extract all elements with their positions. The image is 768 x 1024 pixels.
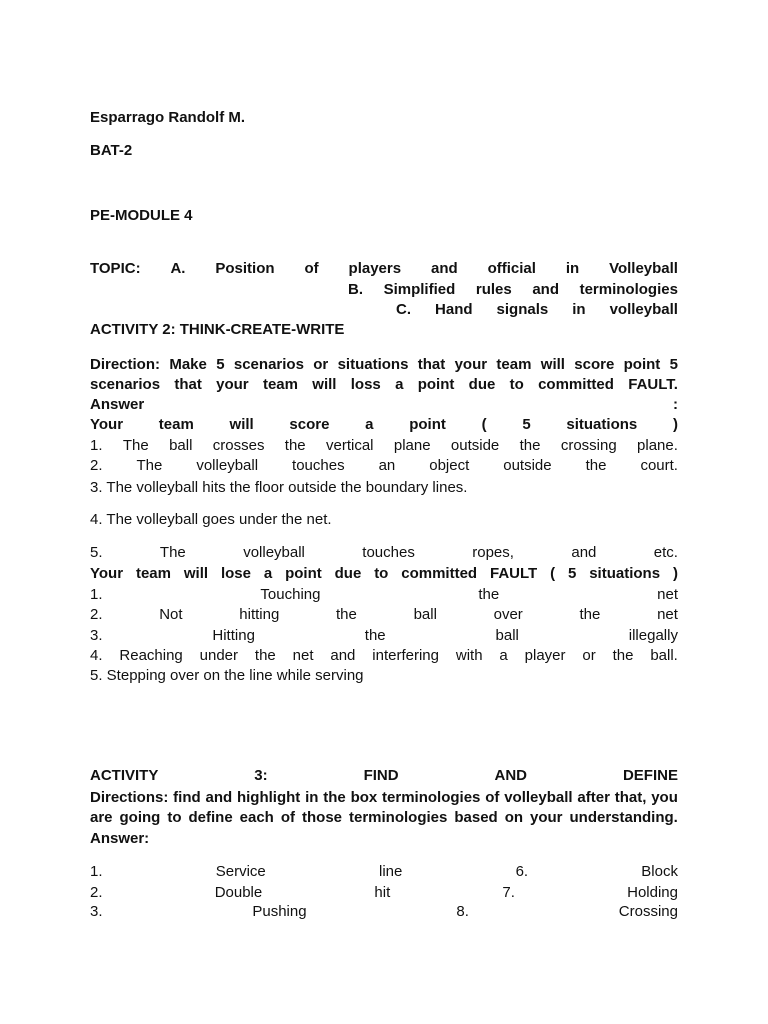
word: touches xyxy=(292,457,345,474)
word: of xyxy=(304,260,319,277)
lose-item-5: 5. Stepping over on the line while serving xyxy=(90,667,364,684)
word: TOPIC: xyxy=(90,260,141,277)
word: due xyxy=(334,565,362,582)
word: to xyxy=(374,565,389,582)
word: on xyxy=(504,809,524,826)
word: The xyxy=(136,457,163,474)
word: ball xyxy=(169,437,193,454)
word: 3. xyxy=(90,627,103,644)
word: find xyxy=(173,789,201,806)
word: Your xyxy=(90,416,124,433)
activity2-answer-label xyxy=(90,395,678,415)
word: those xyxy=(302,809,343,826)
word: volleyball xyxy=(609,301,678,318)
word: will xyxy=(183,565,209,582)
word: 2. xyxy=(90,457,103,474)
word: the xyxy=(364,627,386,644)
word: ) xyxy=(672,416,678,433)
term-row-1 xyxy=(90,862,678,882)
word: 4. xyxy=(90,647,103,664)
word: and xyxy=(330,647,356,664)
word: a xyxy=(365,416,374,433)
word: with xyxy=(455,647,483,664)
lose-item-4 xyxy=(90,646,678,666)
word: Block xyxy=(641,863,678,880)
activity3-answer-label: Answer: xyxy=(90,830,150,847)
word: Directions: xyxy=(90,789,169,806)
word: or xyxy=(582,647,596,664)
word: vertical xyxy=(326,437,374,454)
word: ACTIVITY xyxy=(90,767,159,784)
word: score xyxy=(289,416,330,433)
word: 6. xyxy=(515,863,529,880)
module-title: PE-MODULE 4 xyxy=(90,207,193,224)
word: team xyxy=(262,376,298,393)
word: Simplified xyxy=(383,281,456,298)
word: under xyxy=(199,647,239,664)
word: point xyxy=(285,565,322,582)
word: the xyxy=(478,586,500,603)
word: the xyxy=(585,457,607,474)
word: loss xyxy=(350,376,381,393)
score-item-3: 3. The volleyball hits the floor outside the boundary lines. xyxy=(90,479,468,496)
word: Hand xyxy=(435,301,473,318)
word: Hitting xyxy=(212,627,255,644)
word: 5 xyxy=(216,356,225,373)
word: Make xyxy=(169,356,207,373)
word: lose xyxy=(220,565,251,582)
word: ball xyxy=(413,606,437,623)
word: scenarios xyxy=(90,376,161,393)
word: ( xyxy=(481,416,487,433)
word: that xyxy=(417,356,446,373)
word: 2. xyxy=(90,884,103,901)
word: net xyxy=(657,606,678,623)
word: a xyxy=(499,647,508,664)
word: hit xyxy=(374,884,391,901)
topic-line-2 xyxy=(348,280,678,300)
word: terminologies xyxy=(349,809,448,826)
word: line xyxy=(378,863,403,880)
word: your xyxy=(454,356,488,373)
word: touches xyxy=(362,544,415,561)
student-section: BAT-2 xyxy=(90,142,133,159)
lose-item-1 xyxy=(90,585,678,605)
word: scenarios xyxy=(233,356,304,373)
word: that xyxy=(174,376,202,393)
word: box xyxy=(350,789,378,806)
word: and xyxy=(532,281,559,298)
word: rules xyxy=(475,281,512,298)
word: volleyball xyxy=(196,457,259,474)
word: your xyxy=(216,376,249,393)
word: Volleyball xyxy=(609,260,678,277)
word: object xyxy=(429,457,470,474)
topic-line-3 xyxy=(396,300,678,320)
word: 5. xyxy=(90,544,103,561)
word: a xyxy=(395,376,404,393)
word: situations xyxy=(337,356,409,373)
word: committed xyxy=(401,565,478,582)
word: 2. xyxy=(90,606,103,623)
word: Reaching xyxy=(119,647,183,664)
word: B. xyxy=(348,281,363,298)
word: plane. xyxy=(637,437,678,454)
word: A. xyxy=(170,260,186,277)
word: Touching xyxy=(260,586,321,603)
word: players xyxy=(348,260,402,277)
score-item-1 xyxy=(90,436,678,456)
word: net xyxy=(657,586,678,603)
word: will xyxy=(312,376,337,393)
word: team xyxy=(135,565,171,582)
word: situations xyxy=(566,416,638,433)
word: will xyxy=(229,416,254,433)
word: point xyxy=(623,356,661,373)
word: that, xyxy=(614,789,647,806)
word: in xyxy=(305,789,319,806)
word: 1. xyxy=(90,863,103,880)
activity3-title xyxy=(90,766,678,786)
word: ropes, xyxy=(472,544,514,561)
word: 8. xyxy=(456,903,469,920)
word: a xyxy=(263,565,273,582)
word: FIND xyxy=(363,767,399,784)
word: ( xyxy=(550,565,556,582)
word: FAULT. xyxy=(628,376,678,393)
word: committed xyxy=(538,376,614,393)
score-heading xyxy=(90,415,678,435)
lose-item-3 xyxy=(90,626,678,646)
word: outside xyxy=(503,457,552,474)
word: ball xyxy=(495,627,519,644)
word: volleyball xyxy=(504,789,573,806)
word: terminologies xyxy=(382,789,481,806)
word: Direction: xyxy=(90,356,161,373)
word: team xyxy=(158,416,194,433)
word: plane xyxy=(393,437,431,454)
word: point xyxy=(417,376,455,393)
word: the xyxy=(519,437,541,454)
word: Service xyxy=(215,863,266,880)
word: of xyxy=(485,789,500,806)
word: the xyxy=(612,647,634,664)
word: you xyxy=(651,789,678,806)
word: The xyxy=(159,544,186,561)
word: point xyxy=(409,416,446,433)
word: define xyxy=(188,809,233,826)
word: court. xyxy=(640,457,678,474)
word: 1. xyxy=(90,586,103,603)
word: net xyxy=(292,647,314,664)
word: DEFINE xyxy=(622,767,678,784)
word: Double xyxy=(214,884,263,901)
word: 5 xyxy=(567,565,577,582)
word: situations xyxy=(589,565,661,582)
word: each xyxy=(239,809,274,826)
word: C. xyxy=(396,301,411,318)
word: or xyxy=(313,356,329,373)
word: over xyxy=(493,606,523,623)
word: Your xyxy=(90,565,124,582)
word: and xyxy=(430,260,458,277)
word: understanding. xyxy=(569,809,678,826)
word: 3. xyxy=(90,903,103,920)
word: the xyxy=(323,789,346,806)
word: crossing xyxy=(560,437,617,454)
word: after xyxy=(577,789,610,806)
word: FAULT xyxy=(489,565,538,582)
topic-line-1 xyxy=(90,259,678,279)
word: based xyxy=(454,809,498,826)
activity2-direction-line-1 xyxy=(90,355,678,375)
word: Not xyxy=(159,606,183,623)
word: signals xyxy=(496,301,549,318)
word: highlight xyxy=(236,789,301,806)
activity3-directions-line-1 xyxy=(90,788,678,808)
word: The xyxy=(122,437,149,454)
word: due xyxy=(468,376,496,393)
student-name: Esparrago Randolf M. xyxy=(90,109,246,126)
word: : xyxy=(673,396,678,413)
word: outside xyxy=(450,437,500,454)
word: 5 xyxy=(522,416,531,433)
word: etc. xyxy=(653,544,678,561)
term-row-2 xyxy=(90,883,678,903)
lose-heading xyxy=(90,564,678,584)
word: ) xyxy=(672,565,678,582)
lose-item-2 xyxy=(90,605,678,625)
word: ball. xyxy=(650,647,678,664)
word: the xyxy=(284,437,306,454)
word: and xyxy=(205,789,233,806)
word: the xyxy=(579,606,601,623)
word: in xyxy=(565,260,580,277)
word: are xyxy=(90,809,113,826)
word: team xyxy=(496,356,532,373)
word: to xyxy=(167,809,182,826)
word: of xyxy=(280,809,296,826)
word: Answer xyxy=(90,396,145,413)
word: official xyxy=(487,260,536,277)
word: crosses xyxy=(212,437,265,454)
word: 7. xyxy=(502,884,515,901)
word: hitting xyxy=(239,606,280,623)
activity2-title: ACTIVITY 2: THINK-CREATE-WRITE xyxy=(90,321,345,338)
word: 1. xyxy=(90,437,103,454)
word: illegally xyxy=(628,627,678,644)
word: the xyxy=(254,647,276,664)
term-row-3 xyxy=(90,902,678,922)
word: will xyxy=(540,356,565,373)
word: your xyxy=(530,809,563,826)
word: to xyxy=(509,376,524,393)
activity3-directions-line-2 xyxy=(90,808,678,828)
word: Pushing xyxy=(252,903,307,920)
word: Crossing xyxy=(618,903,678,920)
score-item-2 xyxy=(90,456,678,476)
word: in xyxy=(572,301,586,318)
word: the xyxy=(336,606,357,623)
word: 3: xyxy=(254,767,268,784)
word: AND xyxy=(494,767,527,784)
word: volleyball xyxy=(243,544,305,561)
word: Position xyxy=(215,260,275,277)
word: terminologies xyxy=(579,281,678,298)
word: interfering xyxy=(372,647,439,664)
word: and xyxy=(571,544,597,561)
word: going xyxy=(119,809,161,826)
activity2-direction-line-2 xyxy=(90,375,678,395)
word: player xyxy=(524,647,566,664)
score-item-4: 4. The volleyball goes under the net. xyxy=(90,511,332,528)
word: an xyxy=(378,457,396,474)
word: 5 xyxy=(669,356,678,373)
score-item-5 xyxy=(90,543,678,563)
word: Holding xyxy=(627,884,678,901)
word: score xyxy=(574,356,615,373)
